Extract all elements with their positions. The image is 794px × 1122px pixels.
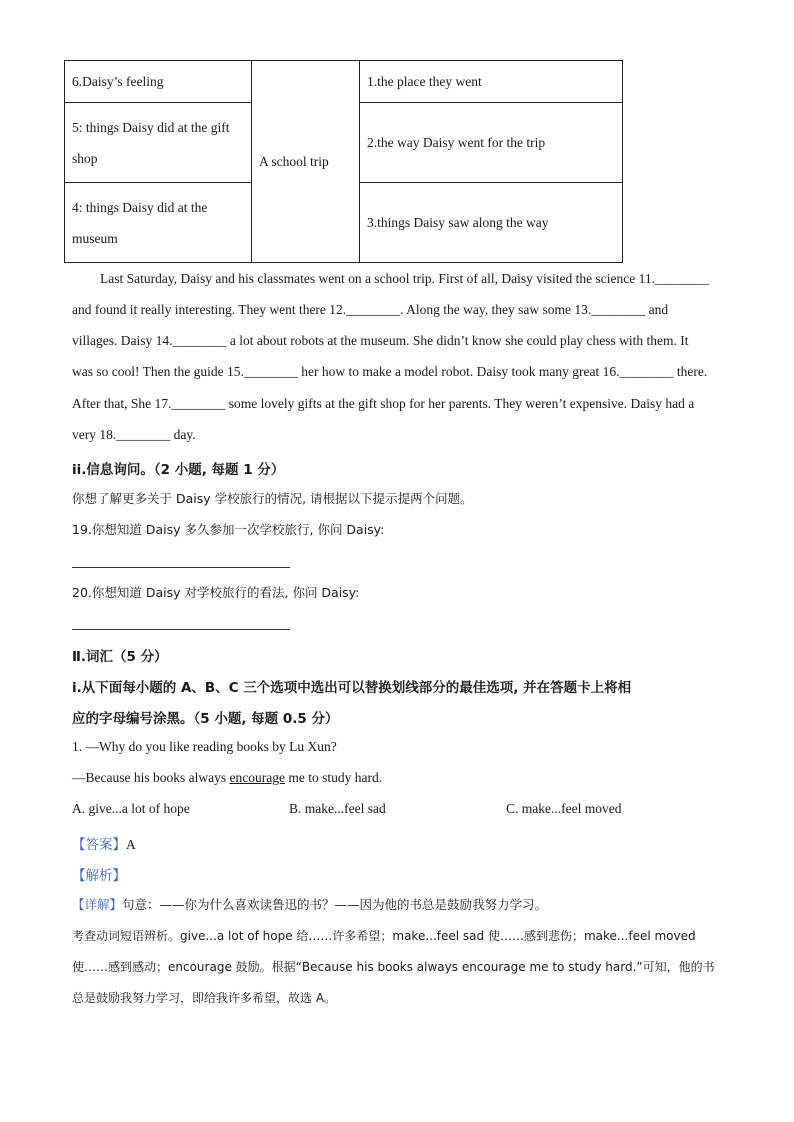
table-center-topic: A school trip [252,61,360,263]
answer-tag: 【答案】 [72,837,126,853]
vocab-heading: Ⅱ.词汇（5 分） [72,649,168,665]
underlined-word: encourage [229,770,285,785]
answer-line-19[interactable] [72,567,290,568]
question-1-answer-line [72,770,382,786]
vocab-instruction: i.从下面每小题的 A、B、C 三个选项中选出可以替换划线部分的最佳选项, 并在答题卡上将相 [72,680,632,696]
option-a[interactable]: A. give...a lot of hope [72,801,190,816]
mind-map-table [64,60,623,263]
passage-line: Last Saturday, Daisy and his classmates went on a school trip. First of all, Daisy visited the science 11.________ [100,271,710,286]
vocab-instruction: 应的字母编号涂黑。（5 小题, 每题 0.5 分） [72,711,339,727]
table-cell-place-they-went: 1.the place they went [360,61,623,103]
detail-tag: 【详解】 [72,897,123,912]
table-cell-way-to-trip: 2.the way Daisy went for the trip [360,103,623,183]
passage-line: and found it really interesting. They went there 12.________. Along the way, they saw some 13.________ and [72,302,669,317]
explanation-line: 总是鼓励我努力学习，即给我许多希望，故选 A。 [72,991,337,1005]
detail-text: 句意：——你为什么喜欢读鲁迅的书？——因为他的书总是鼓励我努力学习。 [122,897,548,912]
explanation-line: 使……感到感动；encourage 鼓励。根据“Because his books always encourage me to study hard.”可知，他的书 [72,960,715,974]
passage-line: After that, She 17.________ some lovely gifts at the gift shop for her parents. They weren’t expensive. Daisy had a [72,396,695,411]
option-c[interactable]: C. make...feel moved [506,801,622,816]
question-20: 20.你想知道 Daisy 对学校旅行的看法, 你问 Daisy: [72,585,360,600]
explanation-line: 考查动词短语辨析。give...a lot of hope 给……许多希望；make...feel sad 使……感到悲伤；make...feel moved [72,929,696,943]
analysis-row [72,864,126,884]
answer-value: A [126,837,136,852]
question-19: 19.你想知道 Daisy 多久参加一次学校旅行, 你问 Daisy: [72,522,385,537]
passage-line: very 18.________ day. [72,427,196,442]
answer-line-20[interactable] [72,629,290,630]
table-cell-museum: 4: things Daisy did at the museum [65,183,252,263]
answer-row [72,833,136,853]
analysis-tag: 【解析】 [72,868,126,884]
passage-line: villages. Daisy 14.________ a lot about robots at the museum. She didn’t know she could play chess with them. It [72,333,689,348]
option-b[interactable]: B. make...feel sad [289,801,386,816]
q1-text-after: me to study hard. [284,770,383,785]
question-1-line: 1. —Why do you like reading books by Lu Xun? [72,739,337,754]
section-ii-intro: 你想了解更多关于 Daisy 学校旅行的情况, 请根据以下提示提两个问题。 [72,491,473,506]
passage-line: was so cool! Then the guide 15.________ her how to make a model robot. Daisy took many great 16.________ there. [72,364,708,379]
q1-text-before: —Because his books always [72,770,230,785]
table-cell-daisys-feeling: 6.Daisy’s feeling [65,61,252,103]
section-ii-heading: ii.信息询问。（2 小题, 每题 1 分） [72,462,285,478]
detail-row [72,895,547,913]
table-cell-saw-along-way: 3.things Daisy saw along the way [360,183,623,263]
table-cell-gift-shop: 5: things Daisy did at the gift shop [65,103,252,183]
